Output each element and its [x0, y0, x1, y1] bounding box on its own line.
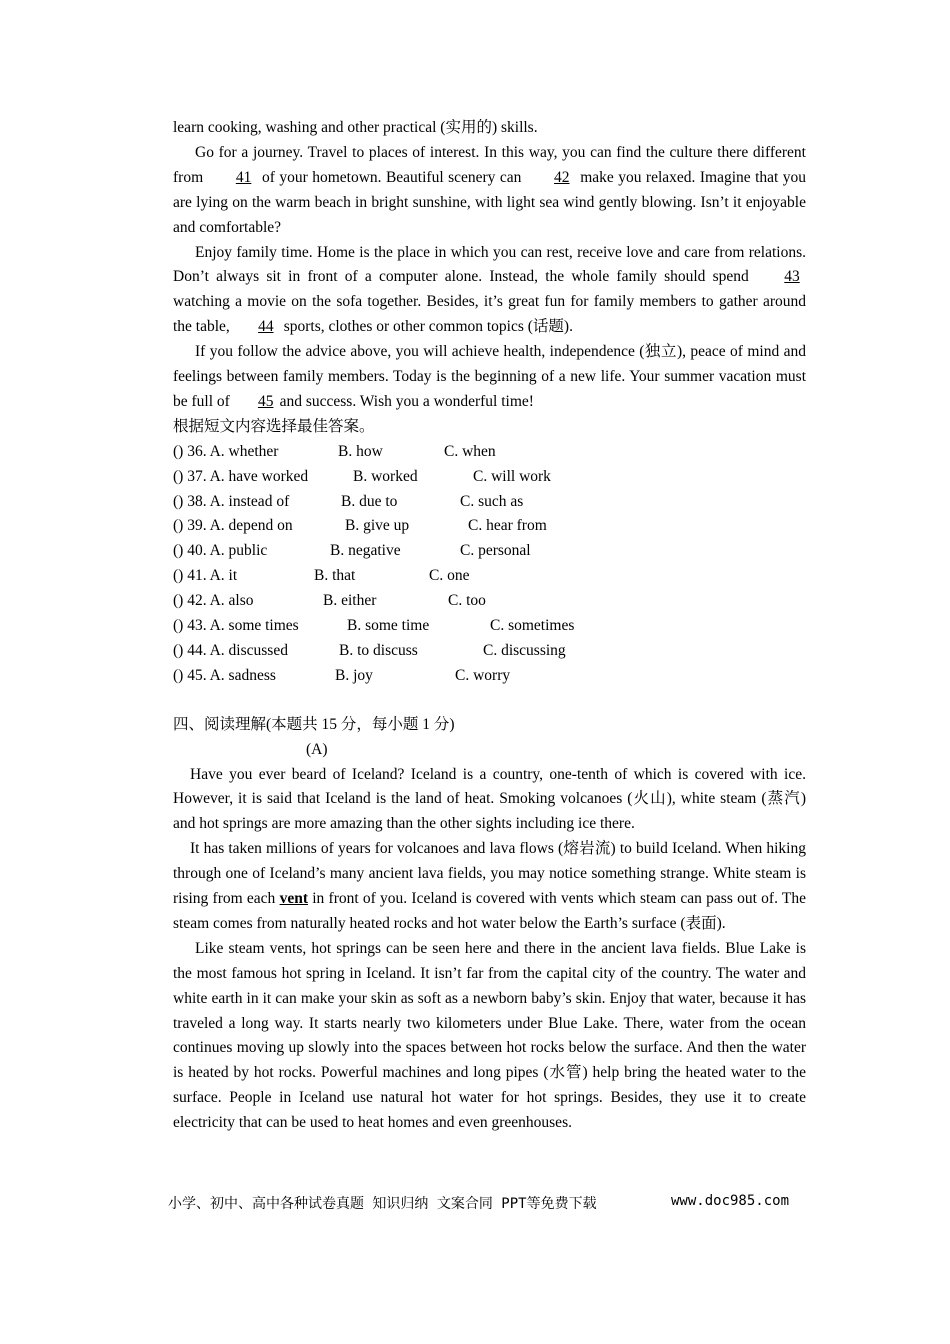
question-option-c: C. worry [455, 666, 511, 684]
passage-family-paragraph [173, 241, 806, 341]
question-option-b: B. worked [353, 467, 418, 485]
journey-text-2: of your hometown. Beautiful scenery can [257, 168, 526, 186]
blank-45: 45 [257, 392, 274, 410]
question-row [173, 639, 806, 664]
question-option-c: C. such as [460, 492, 524, 510]
question-option-c: C. when [444, 442, 496, 460]
question-option-b: B. joy [335, 666, 373, 684]
family-text-1: Enjoy family time. Home is the place in which you can rest, receive love and care from relations. Don’t always sit in front of a computer alone. Instead, the whole family should spend [173, 243, 806, 286]
question-row [173, 539, 806, 564]
question-row [173, 514, 806, 539]
blank-44: 44 [258, 318, 274, 336]
question-option-c: C. hear from [468, 517, 547, 535]
advice-text-1: If you follow the advice above, you will achieve health, independence (独立), peace of mind and feelings between family members. Today is the beginning of a new life. Your summer vacation must be full of [173, 343, 806, 410]
question-row [173, 465, 806, 490]
question-option-c: C. one [429, 567, 470, 585]
question-option-a: () 44. A. discussed [173, 641, 288, 659]
question-row [173, 564, 806, 589]
question-option-b: B. some time [347, 617, 430, 635]
iceland-paragraph-1: Have you ever beard of Iceland? Iceland is a country, one-tenth of which is covered with ice. However, it is said that Iceland is the land of heat. Smoking volcanoes (火山), white steam (蒸汽) and hot springs are more amazing than the other sights including ice there. [173, 765, 806, 833]
blank-43: 43 [784, 268, 800, 286]
question-option-a: () 39. A. depend on [173, 517, 293, 535]
vent-keyword: vent [279, 890, 308, 908]
question-option-b: B. to discuss [339, 641, 418, 659]
question-option-b: B. give up [345, 517, 410, 535]
footer-text: 小学、初中、高中各种试卷真题 知识归纳 文案合同 PPT等免费下载 [168, 1196, 597, 1212]
question-option-b: B. due to [341, 492, 398, 510]
journey-text-1: Go for a journey. Travel to places of interest. In this way, you can find the culture there different from [173, 143, 806, 186]
question-option-a: () 41. A. it [173, 567, 238, 585]
blank-42: 42 [554, 168, 570, 186]
question-option-c: C. discussing [483, 641, 566, 659]
question-option-c: C. too [448, 592, 486, 610]
blank-41: 41 [235, 168, 252, 186]
question-option-b: B. that [314, 567, 356, 585]
question-option-c: C. personal [460, 542, 531, 560]
instruction-text: 根据短文内容选择最佳答案。 [173, 417, 375, 435]
section-heading: 四、阅读理解(本题共 15 分，每小题 1 分) [173, 715, 455, 733]
question-list [173, 440, 806, 689]
question-option-b: B. either [323, 592, 377, 610]
iceland-paragraph-2-text-1: It has taken millions of years for volcanoes and lava flows (熔岩流) to build Iceland. When hiking through one of Iceland’s many ancient lava fields, you may notice something strange. White steam is rising from each [173, 840, 806, 908]
question-option-b: B. negative [330, 542, 401, 560]
footer-url: www.doc985.com [671, 1193, 790, 1209]
question-row [173, 589, 806, 614]
question-option-a: () 38. A. instead of [173, 492, 290, 510]
question-row [173, 440, 806, 465]
passage-line-skills: learn cooking, washing and other practical (实用的) skills. [173, 119, 538, 136]
passage-advice-paragraph [173, 340, 806, 415]
question-option-a: () 37. A. have worked [173, 467, 309, 485]
question-option-a: () 40. A. public [173, 542, 268, 560]
iceland-paragraph-2 [173, 837, 806, 937]
question-row [173, 614, 806, 639]
advice-text-2: and success. Wish you a wonderful time! [275, 392, 534, 410]
passage-journey-paragraph [173, 141, 806, 241]
question-option-a: () 42. A. also [173, 592, 254, 610]
journey-text-3: make you relaxed. Imagine that you are lying on the warm beach in bright sunshine, with light sea wind gently blowing. Isn’t it enjoyable and comfortable? [173, 168, 806, 236]
question-row [173, 664, 806, 689]
question-option-a: () 36. A. whether [173, 442, 279, 460]
family-text-3: sports, clothes or other common topics (话题). [279, 318, 573, 336]
question-option-b: B. how [338, 442, 383, 460]
question-option-a: () 43. A. some times [173, 617, 299, 635]
question-row [173, 490, 806, 515]
iceland-paragraph-3: Like steam vents, hot springs can be seen here and there in the ancient lava fields. Blue Lake is the most famous hot spring in Iceland. It isn’t far from the capital city of the country. The water and white earth in it can make your skin as soft as a newborn baby’s skin. Enjoy that water, because it has traveled a long way. It starts nearly two kilometers under Blue Lake. There, water from the ocean continues moving up slowly into the spaces between hot rocks below the surface. And then the water is heated by hot rocks. Powerful machines and long pipes (水管) help bring the heated water to the surface. People in Iceland use natural hot water for hot springs. Besides, they use it to create electricity that can be used to heat homes and even greenhouses. [173, 939, 806, 1132]
question-option-c: C. sometimes [490, 617, 575, 635]
document-page [173, 116, 806, 1136]
question-option-c: C. will work [473, 467, 551, 485]
iceland-paragraph-2-text-2: in front of you. Iceland is covered with vents which steam can pass out of. The steam comes from naturally heated rocks and hot water below the Earth’s surface (表面). [173, 890, 807, 932]
page-footer [168, 1193, 808, 1213]
question-option-a: () 45. A. sadness [173, 666, 276, 684]
family-text-2: watching a movie on the sofa together. Besides, it’s great fun for family members to gather around the table, [173, 293, 806, 336]
part-label: (A) [306, 740, 328, 758]
